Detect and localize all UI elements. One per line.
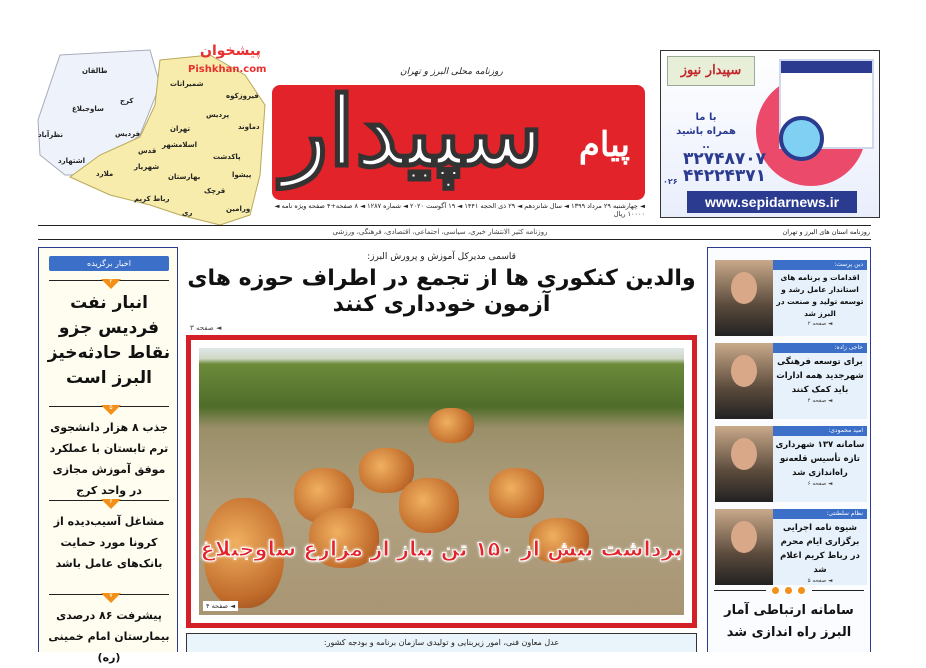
lead-photo-frame (186, 335, 697, 628)
featured-news-item[interactable] (47, 406, 171, 501)
photo-page-ref: ◄ صفحه ۴ (203, 601, 238, 611)
map-label: فردیس (115, 130, 141, 138)
featured-news-title: پیشرفت ۸۶ درصدی بیمارستان امام خمینی (ره) (48, 609, 170, 664)
ad-area-code: ۰۲۶ (663, 177, 678, 186)
person-photo (715, 343, 773, 419)
page-ref: ◄ صفحه ۲ (807, 321, 833, 327)
featured-news-item[interactable] (47, 280, 171, 391)
newspaper-slogan: روزنامه کثیر الانتشار خبری، سیاسی، اجتماعی، اقتصادی، فرهنگی، ورزشی (332, 228, 548, 236)
magnifier-icon (779, 116, 824, 161)
person-photo (715, 260, 773, 336)
person-photo (715, 426, 773, 502)
map-label: طالقان (82, 67, 108, 75)
page-ref: ◄ صفحه ۶ (807, 481, 833, 487)
headline-page-ref: ◄ صفحه ۳ (190, 324, 222, 332)
page-number: ۵ (109, 404, 113, 411)
side-bottom-headline[interactable]: سامانه ارتباطی آمار البرز راه اندازی شد (724, 603, 854, 640)
map-label: پیشوا (232, 171, 252, 179)
map-label: تهران (170, 125, 190, 133)
bottom-news-box[interactable] (186, 633, 697, 652)
logo-prefix-text: پیام (578, 125, 630, 165)
featured-news-item[interactable] (47, 500, 171, 574)
featured-news-heading: اخبار برگزیده (49, 256, 169, 271)
newspaper-region: روزنامه استان های البرز و تهران (782, 228, 870, 236)
news-source-label: دین پرست: (773, 260, 867, 270)
map-label: نظرآباد (38, 131, 64, 139)
person-photo (715, 509, 773, 585)
divider (38, 239, 871, 240)
photo-caption: برداشت بیش از ۱۵۰ تن پیاز از مزارع ساوجبلاغ (200, 537, 683, 561)
map-label: فیروزکوه (226, 92, 259, 100)
map-label: ساوجبلاغ (72, 105, 104, 113)
map-label: ورامین (226, 205, 251, 213)
pishkhan-logo: پیشخوان (200, 43, 261, 59)
ad-slogan (671, 111, 741, 153)
bottom-news-kicker: عدل معاون فنی، امور زیربنایی و تولیدی سازمان برنامه و بودجه کشور: (323, 638, 560, 647)
ad-slogan-line: همراه باشید .. (676, 126, 736, 151)
map-label: ملارد (96, 170, 114, 178)
ad-phone: ۳۲۷۴۸۷۰۷ (683, 149, 767, 169)
ad-phones (683, 151, 766, 185)
page-number: ۷ (109, 592, 113, 599)
map-label: قرچک (204, 187, 226, 195)
map-label: قدس (138, 147, 157, 155)
news-source-label: حاجی زاده: (773, 343, 867, 353)
side-news-item[interactable] (715, 426, 867, 502)
divider (49, 278, 169, 285)
ad-brand-logo: سپیدار نیوز (667, 56, 755, 86)
section-separator (714, 585, 864, 595)
ad-phone: ۴۴۲۲۴۳۷۱ (683, 166, 767, 186)
sepidar-news-ad[interactable] (660, 50, 880, 218)
news-source-label: نظام سلطنتی: (773, 509, 867, 519)
map-label: بهارستان (168, 173, 201, 181)
headline-kicker: قاسمی مدیرکل آموزش و پرورش البرز: (367, 252, 516, 262)
main-headline[interactable]: والدین کنکوری ها از تجمع در اطراف حوزه های آزمون خودداری کنند (187, 266, 696, 317)
ad-slogan-line: با ما (695, 112, 717, 123)
map-label: شمیرانات (170, 80, 204, 88)
page-ref: ◄ صفحه ۴ (807, 398, 833, 404)
newspaper-tagline: روزنامه محلی البرز و تهران (400, 67, 503, 77)
newspaper-logo (272, 85, 645, 200)
divider (49, 498, 169, 505)
page-number: ۶ (109, 498, 113, 505)
map-label: شهریار (134, 163, 160, 171)
featured-news-title: انبار نفت فردیس جزو نقاط حادثه‌خیز البرز است (47, 293, 171, 388)
map-label: پردیس (206, 111, 230, 119)
divider (49, 592, 169, 599)
side-news-title: اقدامات و برنامه های استاندار عامل رشد و توسعه تولید و صنعت در البرز شد (776, 273, 864, 318)
onion-harvest-photo[interactable] (199, 348, 684, 615)
issue-dateline: ◄ چهارشنبه ۲۹ مرداد ۱۳۹۹ ◄ سال شانزدهم ◄ ۲۹ ذی الحجه ۱۴۴۱ ◄ ۱۹ آگوست ۲۰۲۰ ◄ شماره ۱۲۸۷ ◄ ۸ صفحه+۴ صفحه ویژه نامه ◄ ۱۰۰۰۰ ریال (274, 202, 645, 218)
map-label: اشتهارد (58, 157, 86, 165)
map-label: دماوند (238, 123, 260, 131)
pishkhan-url[interactable]: Pishkhan.com (188, 64, 267, 75)
map-label: کرج (120, 97, 134, 105)
featured-news-title: جذب ۸ هزار دانشجوی ترم تابستان با عملکرد موفق آموزش مجازی در واحد کرج (49, 421, 169, 497)
ad-url[interactable]: www.sepidarnews.ir (687, 191, 857, 213)
map-label: اسلامشهر (162, 141, 198, 149)
page-number: ۲ (109, 278, 113, 285)
side-news-title: شیوه نامه اجرایی برگزاری ایام محرم در رباط کریم اعلام شد (780, 523, 860, 575)
map-label: پاکدشت (213, 153, 241, 161)
side-news-item[interactable] (715, 509, 867, 585)
news-source-label: امید محمودی: (773, 426, 867, 436)
featured-news-column (38, 247, 178, 664)
logo-main-text: سپیدار (282, 85, 544, 188)
featured-news-title: مشاغل آسیب‌دیده از کرونا مورد حمایت بانک‌های عامل باشد (53, 515, 165, 570)
side-news-item[interactable] (715, 260, 867, 336)
map-label: رباط کریم (134, 195, 170, 203)
side-news-title: سامانه ۱۳۷ شهرداری تازه تأسیس قلعه‌نو راه‌اندازی شد (775, 440, 865, 478)
side-news-title: برای توسعه فرهنگی شهرجدید همه ادارات باید کمک کنند (776, 357, 864, 395)
map-label: ری (182, 209, 193, 217)
featured-news-item[interactable] (47, 594, 171, 668)
side-news-item[interactable] (715, 343, 867, 419)
page-ref: ◄ صفحه ۵ (807, 578, 833, 584)
divider (38, 225, 871, 226)
divider (49, 404, 169, 411)
